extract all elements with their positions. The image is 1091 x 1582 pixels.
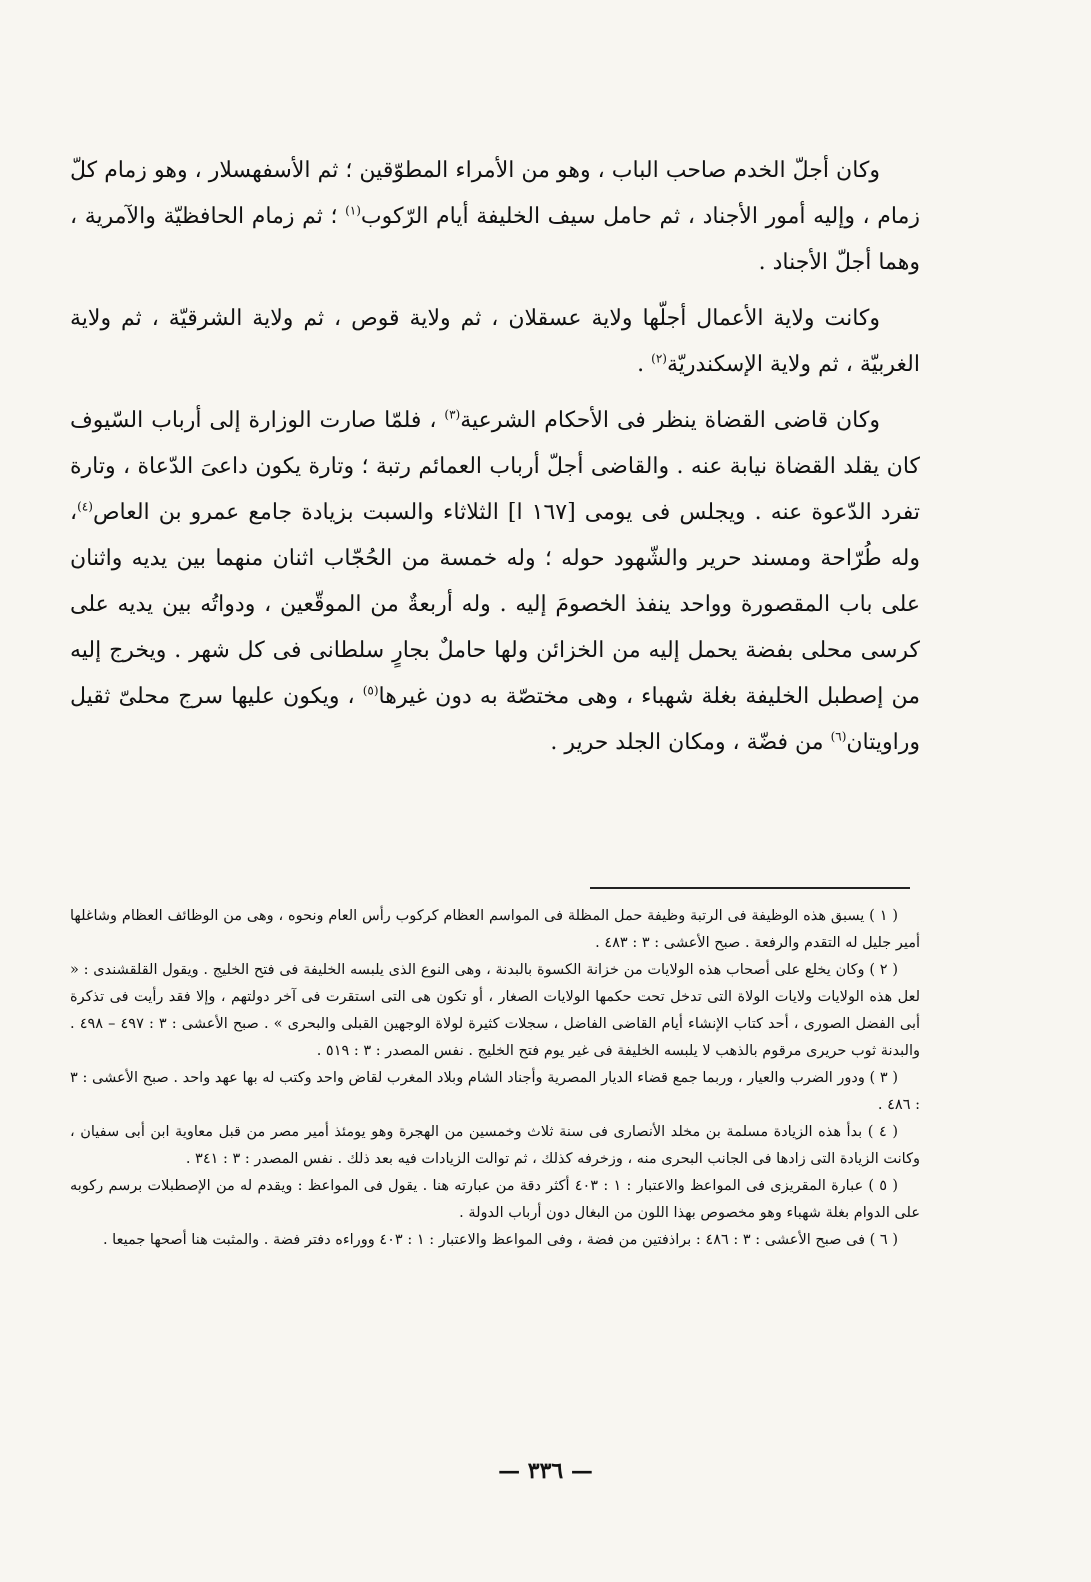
paragraph-3 [70,398,920,766]
paragraph-1-text: وكان أجلّ الخدم صاحب الباب ، وهو من الأمراء المطوّقين ؛ ثم الأسفهسلار ، وهو زمام كلّ زمام ، وإليه أمور الأجناد ، ثم حامل سيف الخليفة أيام الرّكوب [70,158,920,229]
paragraph-3-part-5: من فضّة ، ومكان الجلد حرير . [550,730,831,755]
footnote-separator [590,887,910,889]
main-text [70,148,920,776]
footnote-ref-2: (٢) [651,351,667,366]
footnote-ref-6: (٦) [830,729,847,744]
paragraph-2-tail: . [637,352,652,377]
footnote-6: ( ٦ ) فى صبح الأعشى : ٣ : ٤٨٦ : براذفتين من فضة ، وفى المواعظ والاعتبار : ١ : ٤٠٣ ووراءه دفتر فضة . والمثبت هنا أصحها جميعا . [102,1232,898,1248]
footnote-5: ( ٥ ) عبارة المقريزى فى المواعظ والاعتبار : ١ : ٤٠٣ أكثر دقة من عبارته هنا . يقول فى المواعظ : ويقدم له من الإصطبلات برسم ركوبه على الدوام بغلة شهباء وهو مخصوص بهذا اللون من البغال دون أرباب الدولة . [70,1178,920,1221]
footnote-2: ( ٢ ) وكان يخلع على أصحاب هذه الولايات من خزانة الكسوة بالبدنة ، وهى النوع الذى يلبسه الخليفة فى فتح الخليج . ويقول القلقشندى : « لعل هذه الولايات ولايات الولاة التى تدخل تحت حكمها الولايات الصغار ، أو تكون هى التى استقرت فى آخر دولتهم ، وإلا فقد رأيت فى تذكرة أبى الفضل الصورى ، أحد كتاب الإنشاء أيام القاضى الفاضل ، سجلات كثيرة لولاة الوجهين القبلى والبحرى » . صبح الأعشى : ٣ : ٤٩٧ – ٤٩٨ . والبدنة ثوب حريرى مرقوم بالذهب لا يلبسه الخليفة فى غير يوم فتح الخليج . نفس المصدر : ٣ : ٥١٩ . [70,962,921,1059]
paragraph-1-tail: ؛ ثم زمام الحافظيّة والآمرية ، وهما أجلّ الأجناد . [70,204,920,275]
footnote-ref-1: (١) [345,203,361,218]
paragraph-1 [70,148,920,286]
paragraph-2-text: وكانت ولاية الأعمال أجلّها ولاية عسقلان ، ثم ولاية قوص ، ثم ولاية الشرقيّة ، ثم ولاية الغربيّة ، ثم ولاية الإسكندريّة [70,306,920,377]
footnote-ref-5: (٥) [362,683,379,698]
footnotes [70,903,920,1254]
paragraph-3-text: وكان قاضى القضاة ينظر فى الأحكام الشرعية [460,408,880,433]
footnote-3: ( ٣ ) ودور الضرب والعيار ، وربما جمع قضاء الديار المصرية وأجناد الشام وبلاد المغرب لقاض واحد وكتب له بها عهد واحد . صبح الأعشى : ٣ : ٤٨٦ . [70,1070,920,1113]
paragraph-3-part-4: ، ويكون عليها سرج محلىّ ثقيل وراويتان [70,684,920,755]
paragraph-2 [70,296,920,388]
footnote-1: ( ١ ) يسبق هذه الوظيفة فى الرتبة وظيفة حمل المظلة فى المواسم العظام كركوب رأس العام ونحوه ، وهى من الوظائف العظام وشاغلها أمير جليل له التقدم والرفعة . صبح الأعشى : ٣ : ٤٨٣ . [70,908,920,951]
paragraph-3-part-2: ، فلمّا صارت الوزارة إلى أرباب السّيوف كان يقلد القضاة نيابة عنه . والقاضى أجلّ أرباب العمائم رتبة ؛ وتارة يكون داعىَ الدّعاة ، وتارة تفرد الدّعوة عنه . ويجلس فى يومى [١٦٧ ا] الثلاثاء والسبت بزيادة جامع عمرو بن العاص [70,408,920,525]
page-number: — ٣٣٦ — [498,1458,593,1484]
paragraph-3-part-3: ، وله طُرّاحة ومسند حرير والشّهود حوله ؛ وله خمسة من الحُجّاب اثنان منهما بين يديه واثنان على باب المقصورة وواحد ينفذ الخصومَ إليه . وله أربعةٌ من الموقّعين ، ودواتُه بين يديه على كرسى محلى بفضة يحمل إليه من الخزائن ولها حاملٌ بجارٍ سلطانى فى كل شهر . ويخرج إليه من إصطبل الخليفة بغلة شهباء ، وهى مختصّة به دون غيرها [70,500,920,709]
footnote-ref-3: (٣) [444,407,461,422]
footnote-ref-4: (٤) [77,499,93,514]
footnote-4: ( ٤ ) بدأ هذه الزيادة مسلمة بن مخلد الأنصارى فى سنة ثلاث وخمسين من الهجرة وهو يومئذ أمير مصر من قبل معاوية ابن أبى سفيان ، وكانت الزيادة التى زادها فى الجانب البحرى منه ، وزخرفه كذلك ، ثم توالت الزيادات فيه بعد ذلك . نفس المصدر : ٣ : ٣٤١ . [70,1124,920,1167]
